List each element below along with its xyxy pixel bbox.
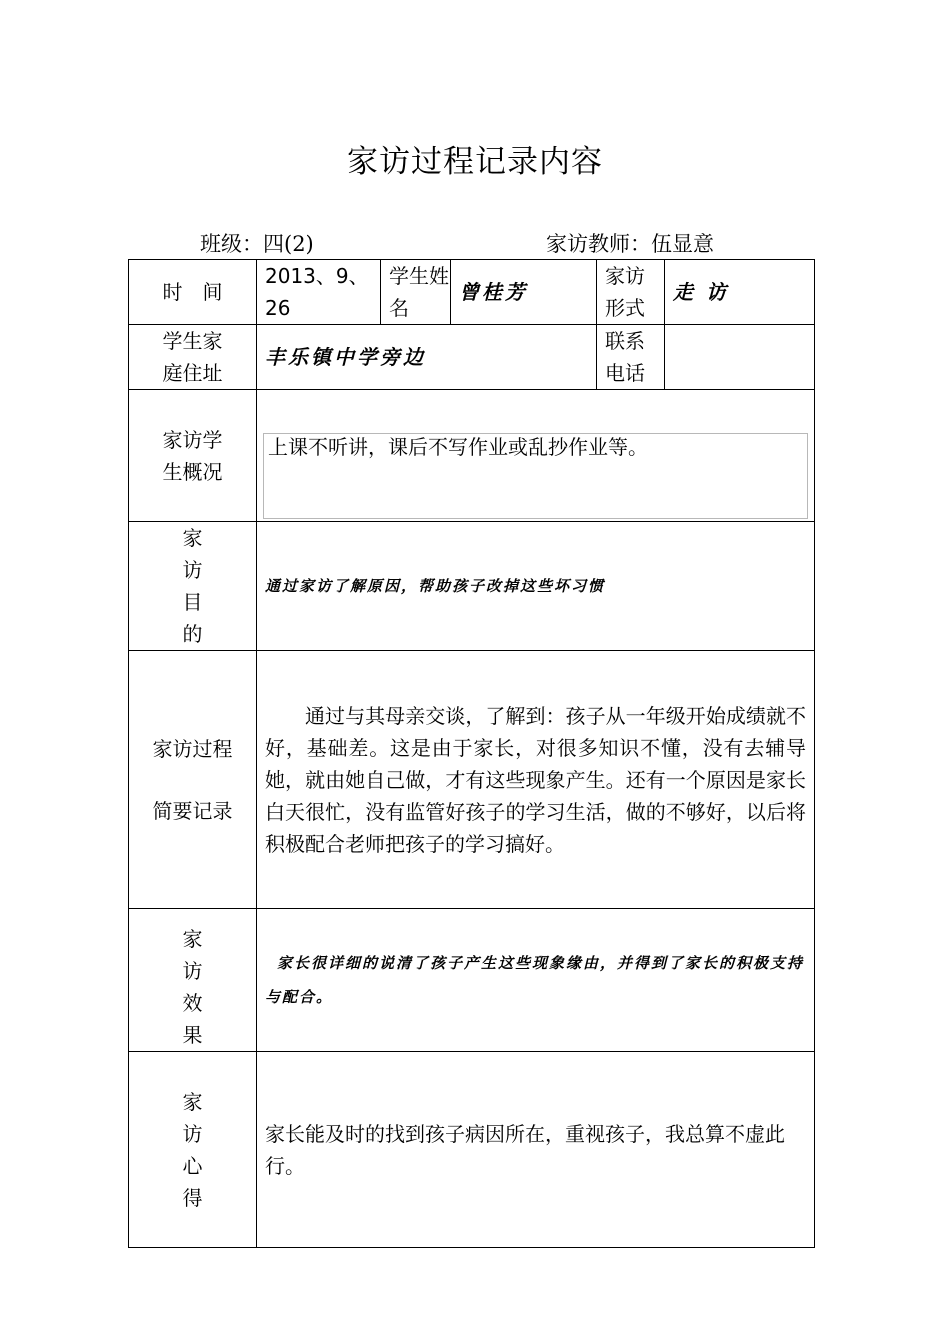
purpose-label: 家 访 目 的 (129, 522, 257, 651)
row-time (129, 260, 815, 325)
row-address (129, 325, 815, 390)
overview-box (263, 433, 808, 519)
student-name-label: 学生姓名 (381, 260, 451, 325)
visit-form-label: 家访形式 (597, 260, 665, 325)
process-label-line1: 家访过程 (152, 736, 233, 761)
overview-cell (257, 390, 815, 522)
time-label: 时 间 (129, 260, 257, 325)
student-name-value: 曾桂芳 (451, 260, 597, 325)
effect-label: 家 访 效 果 (129, 909, 257, 1052)
effect-value: 家长很详细的说清了孩子产生这些现象缘由，并得到了家长的积极支持与配合。 (257, 909, 815, 1052)
teacher-value: 伍显意 (651, 232, 714, 256)
purpose-value: 通过家访了解原因，帮助孩子改掉这些坏习惯 (257, 522, 815, 651)
page-title: 家访过程记录内容 (347, 144, 603, 180)
teacher-info (546, 228, 714, 258)
row-effect (129, 909, 815, 1052)
visit-form-value: 走 访 (665, 260, 815, 325)
process-label-line2: 简要记录 (152, 798, 233, 823)
row-overview (129, 390, 815, 522)
phone-label: 联系电话 (597, 325, 665, 390)
insight-label: 家 访 心 得 (129, 1052, 257, 1248)
row-insight (129, 1052, 815, 1248)
insight-value: 家长能及时的找到孩子病因所在，重视孩子，我总算不虚此行。 (257, 1052, 815, 1248)
time-value: 2013、9、26 (257, 260, 381, 325)
class-value: 四(2) (263, 232, 314, 256)
class-label: 班级： (200, 232, 263, 256)
class-info (200, 228, 314, 258)
row-process (129, 651, 815, 909)
overview-label: 家访学生概况 (129, 390, 257, 522)
visit-record-table (128, 259, 815, 1248)
overview-value: 上课不听讲，课后不写作业或乱抄作业等。 (268, 435, 648, 459)
address-value: 丰乐镇中学旁边 (257, 325, 597, 390)
phone-value (665, 325, 815, 390)
address-label: 学生家庭住址 (129, 325, 257, 390)
process-value: 通过与其母亲交谈，了解到：孩子从一年级开始成绩就不好，基础差。这是由于家长，对很多知识不懂，没有去辅导她，就由她自己做，才有这些现象产生。还有一个原因是家长白天很忙，没有监管好孩子的学习生活，做的不够好，以后将积极配合老师把孩子的学习搞好。 (265, 703, 806, 856)
teacher-label: 家访教师： (546, 232, 651, 256)
process-label (129, 651, 257, 909)
process-cell (257, 651, 815, 909)
row-purpose (129, 522, 815, 651)
